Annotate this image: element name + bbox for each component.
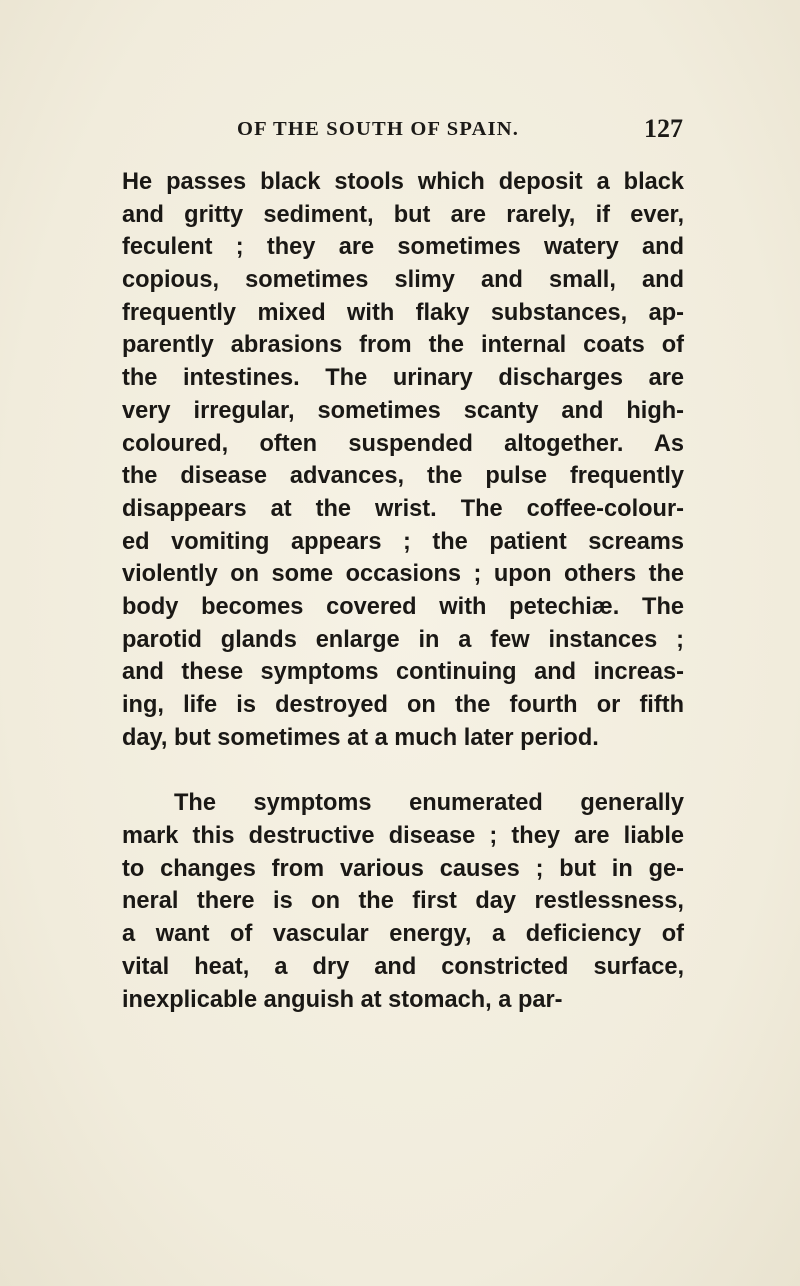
text-line: He passes black stools which deposit a black: [122, 169, 684, 195]
text-line: The symptoms enumerated generally: [174, 790, 684, 817]
text-line: the disease advances, the pulse frequently: [122, 463, 684, 490]
running-head: OF THE SOUTH OF SPAIN.: [237, 118, 520, 140]
text-line: and gritty sediment, but are rarely, if ever,: [122, 201, 684, 228]
text-line: parently abrasions from the internal coats of: [122, 332, 684, 359]
text-line: very irregular, sometimes scanty and high-: [122, 397, 684, 424]
text-line: copious, sometimes slimy and small, and: [122, 267, 684, 294]
paragraph-2: [122, 787, 684, 1016]
paragraph-gap: [122, 754, 684, 787]
text-line: ed vomiting appears ; the patient screams: [122, 528, 684, 555]
text-line: to changes from various causes ; but in ge-: [122, 855, 684, 882]
body-text: [122, 166, 684, 1016]
text-line: parotid glands enlarge in a few instances ;: [122, 626, 684, 653]
paragraph-1: [122, 166, 684, 754]
text-line: vital heat, a dry and constricted surface,: [122, 953, 684, 980]
text-line: the intestines. The urinary discharges are: [122, 365, 684, 392]
text-line: inexplicable anguish at stomach, a par-: [122, 986, 563, 1013]
text-line: neral there is on the first day restlessness,: [122, 888, 684, 915]
text-line: violently on some occasions ; upon others the: [122, 561, 684, 588]
text-line: ing, life is destroyed on the fourth or fifth: [122, 692, 684, 718]
text-line: day, but sometimes at a much later period.: [122, 724, 599, 751]
text-line: frequently mixed with flaky substances, ap-: [122, 299, 684, 326]
text-line: mark this destructive disease ; they are liable: [122, 823, 684, 850]
text-line: and these symptoms continuing and increas-: [122, 659, 684, 686]
text-line: disappears at the wrist. The coffee-colour-: [122, 495, 684, 522]
text-line: feculent ; they are sometimes watery and: [122, 234, 684, 261]
page-number: 127: [644, 114, 683, 143]
page-header: [237, 114, 683, 150]
text-line: a want of vascular energy, a deficiency of: [122, 921, 684, 948]
text-line: body becomes covered with petechiæ. The: [122, 593, 684, 620]
text-line: coloured, often suspended altogether. As: [122, 430, 684, 457]
